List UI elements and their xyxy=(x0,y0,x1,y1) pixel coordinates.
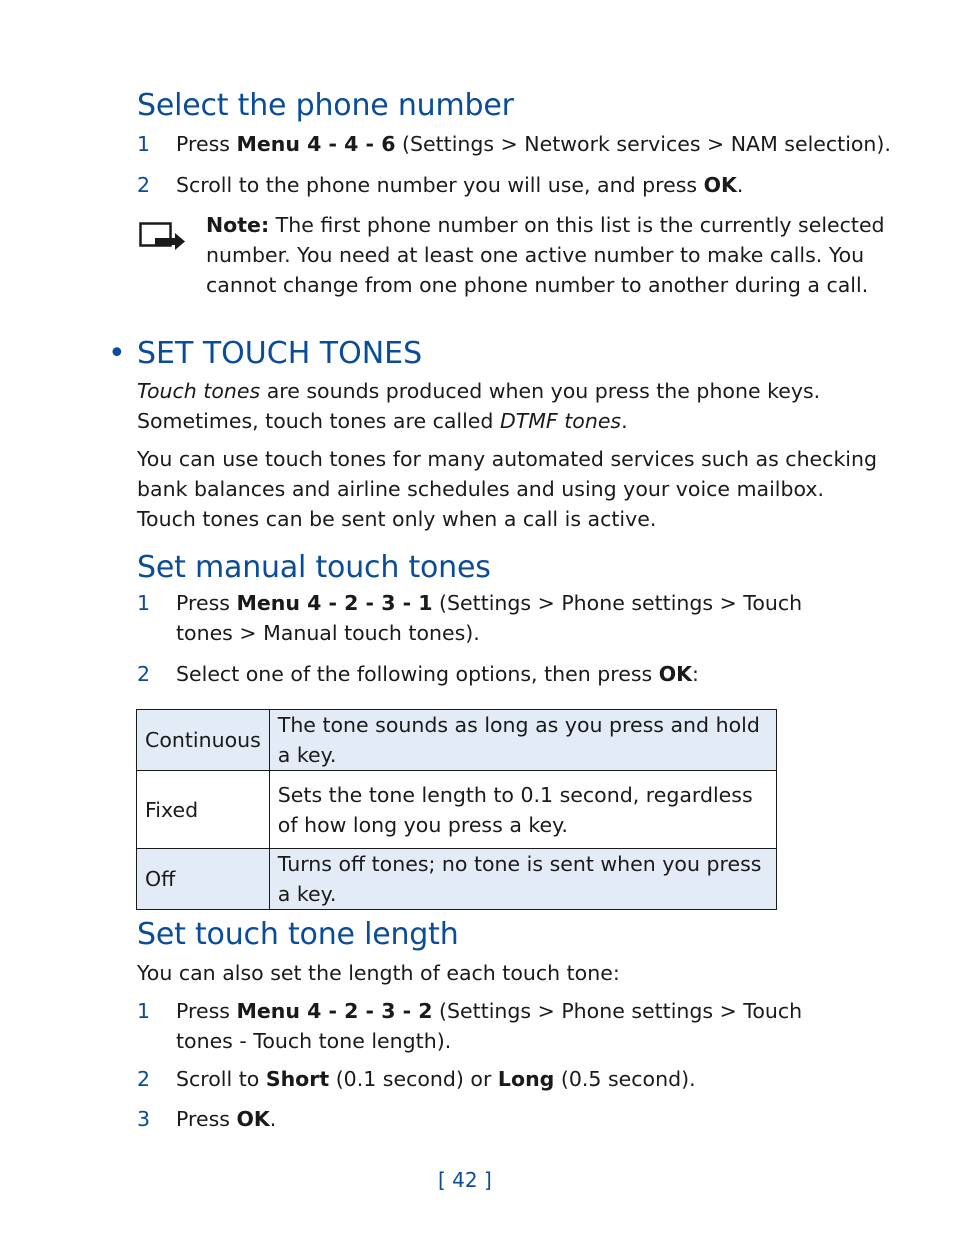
step-2-tone-length: 2 Scroll to Short (0.1 second) or Long (0.5 second). xyxy=(137,1064,696,1094)
menu-path: Menu 4 - 4 - 6 xyxy=(236,132,396,156)
option-desc: Turns off tones; no tone is sent when you press a key. xyxy=(269,849,776,910)
option-key: Fixed xyxy=(137,771,270,849)
touch-tones-usage: You can use touch tones for many automated services such as checking bank balances and airline schedules and using your voice mailbox. Touch tones can be sent only when a call is active. xyxy=(137,447,878,531)
option-key: Continuous xyxy=(137,710,270,771)
option-key: Off xyxy=(137,849,270,910)
touch-tones-intro: Touch tones are sounds produced when you press the phone keys. Sometimes, touch tones are called DTMF tones. xyxy=(137,379,821,433)
heading-set-manual-touch-tones: Set manual touch tones xyxy=(137,550,491,585)
step-number: 1 xyxy=(137,132,151,156)
heading-select-phone-number: Select the phone number xyxy=(137,88,514,123)
section-bullet: • xyxy=(108,336,126,371)
note-paragraph: Note: The first phone number on this list is the currently selected number. You need at least one active number to make calls. You cannot change from one phone number to another during a call. xyxy=(206,213,885,297)
step-1-tone-length: 1 Press Menu 4 - 2 - 3 - 2 (Settings > Phone settings > Touch tones - Touch tone length). xyxy=(137,996,802,1056)
note-arrow-icon xyxy=(139,222,187,252)
step-number: 1 xyxy=(137,999,151,1023)
option-short: Short xyxy=(265,1067,330,1091)
step-number: 2 xyxy=(137,173,151,197)
step-number: 2 xyxy=(137,1067,151,1091)
table-row xyxy=(137,849,777,910)
table-row xyxy=(137,710,777,771)
step-number: 1 xyxy=(137,591,151,615)
tone-length-intro: You can also set the length of each touch tone: xyxy=(137,961,620,985)
page-number: [ 42 ] xyxy=(438,1168,492,1192)
table-row xyxy=(137,771,777,849)
heading-set-touch-tones: SET TOUCH TONES xyxy=(137,336,423,371)
menu-path: Menu 4 - 2 - 3 - 1 xyxy=(236,591,433,615)
option-desc: Sets the tone length to 0.1 second, regardless of how long you press a key. xyxy=(269,771,776,849)
ok-key: OK xyxy=(658,662,693,686)
option-long: Long xyxy=(497,1067,555,1091)
step-number: 2 xyxy=(137,662,151,686)
step-2-select-number: 2 Scroll to the phone number you will use, and press OK. xyxy=(137,170,743,200)
option-desc: The tone sounds as long as you press and hold a key. xyxy=(269,710,776,771)
step-number: 3 xyxy=(137,1107,151,1131)
ok-key: OK xyxy=(703,173,737,197)
heading-set-touch-tone-length: Set touch tone length xyxy=(137,917,459,952)
step-1-select-number: 1 Press Menu 4 - 4 - 6 (Settings > Network services > NAM selection). xyxy=(137,129,891,159)
menu-path: Menu 4 - 2 - 3 - 2 xyxy=(236,999,433,1023)
note-label: Note: xyxy=(206,213,270,237)
touch-tone-options-table xyxy=(136,709,777,910)
step-3-tone-length: 3 Press OK. xyxy=(137,1104,276,1134)
ok-key: OK xyxy=(236,1107,270,1131)
step-2-manual-tones: 2 Select one of the following options, then press OK: xyxy=(137,659,699,689)
step-1-manual-tones: 1 Press Menu 4 - 2 - 3 - 1 (Settings > Phone settings > Touch tones > Manual touch tones). xyxy=(137,588,802,648)
